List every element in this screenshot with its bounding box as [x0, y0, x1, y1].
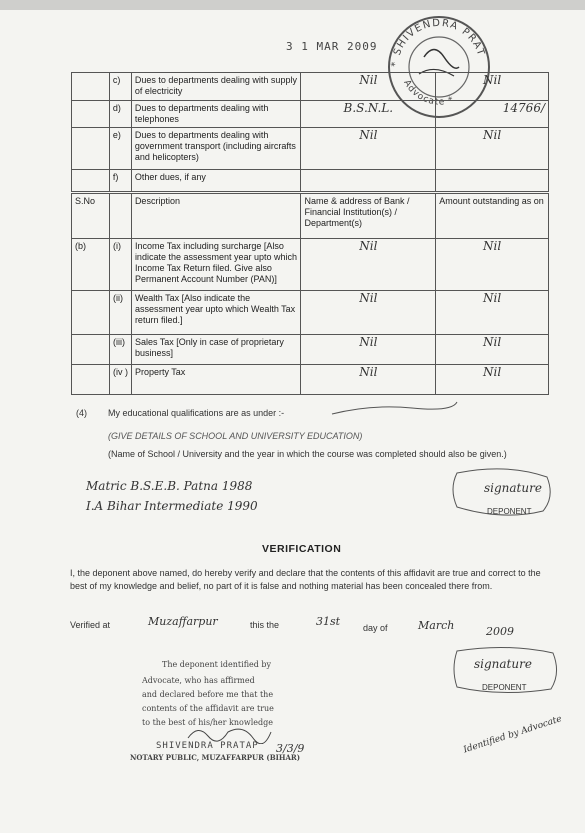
row-value: Nil [436, 335, 549, 365]
row-description: Dues to departments dealing with government transport (including aircrafts and helicopters) [131, 128, 301, 170]
verification-title: VERIFICATION [262, 543, 342, 555]
svg-text:Advocate *: Advocate * [401, 78, 456, 108]
table-row [72, 239, 549, 291]
notary-title: NOTARY PUBLIC, MUZAFFARPUR (BIHAR) [130, 753, 301, 762]
row-letter: d) [109, 101, 131, 128]
row-value: Nil [436, 291, 549, 335]
education-instruction: (GIVE DETAILS OF SCHOOL AND UNIVERSITY EDUCATION) [108, 431, 363, 441]
verification-body: I, the deponent above named, do hereby verify and declare that the contents of this affidavit are true and correct to the best of my knowledge and belief, no part of it is false and nothing material has been concealed there from. [70, 568, 541, 591]
deponent-label-2: DEPONENT [482, 683, 527, 692]
notary-line-4: contents of the affidavit are true [142, 704, 274, 713]
group-label: (b) [72, 239, 110, 291]
verified-day: 31st [316, 615, 341, 628]
row-value: Nil [436, 73, 549, 101]
row-description: Dues to departments dealing with supply of electricity [131, 73, 301, 101]
row-value: 14766/ [436, 101, 549, 128]
row-description: Income Tax including surcharge [Also indicate the assessment year upto which Income Tax Return filed. Give also Permanent Account Number (PAN)] [131, 239, 301, 291]
verified-month: March [418, 619, 455, 632]
verified-place: Muzaffarpur [148, 615, 218, 628]
table-row [72, 73, 549, 101]
row-value: Nil [301, 365, 436, 395]
table-row [72, 170, 549, 192]
table-row [72, 365, 549, 395]
verified-at-label: Verified at [70, 620, 111, 630]
row-number: (iv ) [109, 365, 131, 395]
notary-line-3: and declared before me that the [142, 690, 274, 699]
header-sno: S.No [72, 194, 110, 239]
notary-line-5: to the best of his/her knowledge [142, 718, 273, 727]
table-header-row [72, 194, 549, 239]
date-stamp: 3 1 MAR 2009 [286, 40, 378, 53]
notary-reg: 3/3/9 [276, 742, 305, 755]
table-row [72, 101, 549, 128]
education-note: (Name of School / University and the year in which the course was completed should also be given.) [108, 449, 507, 459]
row-value: Nil [301, 291, 436, 335]
deponent-box-outline [447, 465, 557, 525]
row-value: Nil [301, 239, 436, 291]
notary-line-1: The deponent identified by [162, 660, 272, 669]
scan-edge [0, 0, 585, 10]
deponent-label: DEPONENT [487, 507, 532, 516]
this-the-label: this the [250, 620, 280, 630]
table-row [72, 335, 549, 365]
header-amount: Amount outstanding as on [436, 194, 549, 239]
deponent-signature: signature [484, 481, 542, 495]
row-description: Dues to departments dealing with telephones [131, 101, 301, 128]
notary-line-2: Advocate, who has affirmed [142, 676, 255, 685]
header-bank: Name & address of Bank / Financial Institution(s) / Department(s) [301, 194, 436, 239]
svg-text:* SHIVENDRA PRAT: * SHIVENDRA PRAT [389, 17, 487, 68]
row-description: Wealth Tax [Also indicate the assessment year upto which Wealth Tax return filed.] [131, 291, 301, 335]
row-value: Nil [301, 335, 436, 365]
row-value: Nil [301, 73, 436, 101]
header-description: Description [131, 194, 301, 239]
row-letter: f) [109, 170, 131, 192]
row-value: Nil [436, 239, 549, 291]
table-row [72, 128, 549, 170]
education-entry-1: Matric B.S.E.B. Patna 1988 [86, 479, 253, 493]
row-letter: c) [109, 73, 131, 101]
row-number: (ii) [109, 291, 131, 335]
verified-year: 2009 [486, 625, 514, 638]
row-description: Property Tax [131, 365, 301, 395]
row-letter: e) [109, 128, 131, 170]
row-number: (i) [109, 239, 131, 291]
education-entry-2: I.A Bihar Intermediate 1990 [86, 499, 258, 513]
education-number: (4) [76, 408, 87, 418]
deponent-signature-2: signature [474, 657, 532, 671]
row-value: Nil [436, 365, 549, 395]
margin-note: Identified by Advocate [462, 714, 564, 756]
row-number: (iii) [109, 335, 131, 365]
pen-stroke [330, 400, 460, 418]
dues-table [71, 72, 549, 192]
row-description: Other dues, if any [131, 170, 301, 192]
row-value: Nil [301, 128, 436, 170]
row-value: B.S.N.L. [301, 101, 436, 128]
tax-dues-table [71, 193, 549, 395]
day-of-label: day of [363, 623, 388, 633]
row-description: Sales Tax [Only in case of proprietary business] [131, 335, 301, 365]
row-value: Nil [436, 128, 549, 170]
education-line: My educational qualifications are as under :- [108, 408, 285, 418]
notary-name: SHIVENDRA PRATAP [156, 741, 259, 751]
table-row [72, 291, 549, 335]
